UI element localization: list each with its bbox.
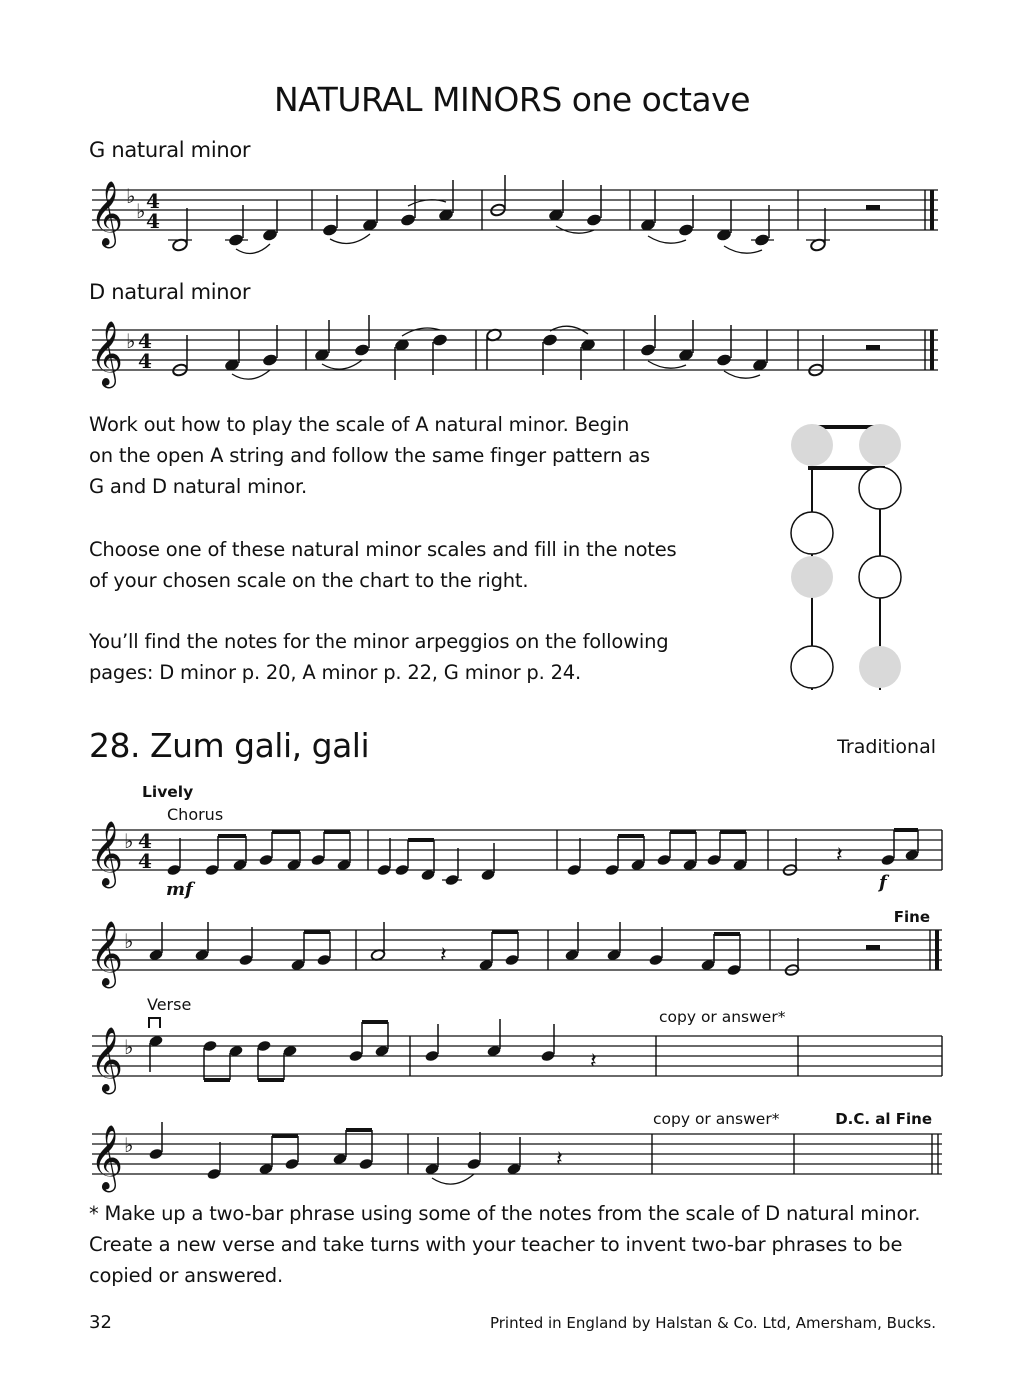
tempo-marking: Lively	[142, 783, 194, 801]
footnote-line: * Make up a two-bar phrase using some of the notes from the scale of D natural minor.	[89, 1202, 921, 1225]
footnote	[89, 1198, 949, 1291]
time-sig-top: 4	[138, 329, 152, 353]
svg-text:𝄽: 𝄽	[836, 843, 843, 868]
treble-clef-icon: 𝄞	[90, 321, 124, 386]
treble-clef-icon: 𝄞	[90, 921, 124, 986]
text-line: of your chosen scale on the chart to the right.	[89, 569, 529, 592]
d-minor-label: D natural minor	[89, 280, 251, 304]
fine-marking: Fine	[893, 908, 930, 926]
notes	[148, 1122, 562, 1184]
piece-number: 28.	[89, 726, 140, 765]
text-line: G and D natural minor.	[89, 475, 308, 498]
printer-credit: Printed in England by Halstan & Co. Ltd, Amersham, Bucks.	[489, 1314, 936, 1332]
text-line: You’ll find the notes for the minor arpeggios on the following	[89, 630, 669, 653]
text-line: Choose one of these natural minor scales and fill in the notes	[89, 538, 677, 561]
text-line: pages: D minor p. 20, A minor p. 22, G minor p. 24.	[89, 661, 582, 684]
flat-icon: ♭	[124, 1133, 134, 1157]
footnote-line: copied or answered.	[89, 1264, 283, 1287]
flat-icon: ♭	[136, 199, 146, 223]
svg-text:𝄽: 𝄽	[590, 1049, 597, 1074]
copy-or-answer-label-2: copy or answer*	[653, 1110, 780, 1128]
time-sig-bottom: 4	[138, 349, 152, 373]
flat-icon: ♭	[126, 329, 136, 353]
treble-clef-icon: 𝄞	[90, 1125, 124, 1190]
footnote-line: Create a new verse and take turns with your teacher to invent two-bar phrases to be	[89, 1233, 903, 1256]
flat-icon: ♭	[126, 184, 136, 208]
dynamic-mf: mf	[166, 879, 193, 900]
time-sig-bottom: 4	[138, 849, 152, 873]
treble-clef-icon: 𝄞	[90, 821, 124, 886]
text-line: on the open A string and follow the same finger pattern as	[89, 444, 650, 467]
flat-icon: ♭	[124, 929, 134, 953]
treble-clef-icon: 𝄞	[90, 181, 124, 246]
dc-al-fine-marking: D.C. al Fine	[835, 1110, 932, 1128]
verse-label: Verse	[147, 995, 192, 1014]
flat-icon: ♭	[124, 1035, 134, 1059]
text-line: Work out how to play the scale of A natural minor. Begin	[89, 413, 630, 436]
time-sig-bottom: 4	[146, 209, 160, 233]
g-minor-label: G natural minor	[89, 138, 251, 162]
composer: Traditional	[837, 736, 936, 758]
page-title: NATURAL MINORS one octave	[273, 80, 750, 119]
copy-or-answer-label: copy or answer*	[659, 1008, 786, 1026]
svg-text:𝄽: 𝄽	[440, 943, 447, 968]
time-sig-top: 4	[146, 189, 160, 213]
time-sig-top: 4	[138, 829, 152, 853]
treble-clef-icon: 𝄞	[90, 1027, 124, 1092]
flat-icon: ♭	[124, 829, 134, 853]
piece-title: Zum gali, gali	[149, 726, 370, 765]
svg-text:𝄽: 𝄽	[556, 1147, 563, 1172]
dynamic-f: f	[879, 872, 887, 893]
page-number: 32	[89, 1312, 112, 1333]
chorus-label: Chorus	[167, 805, 224, 824]
